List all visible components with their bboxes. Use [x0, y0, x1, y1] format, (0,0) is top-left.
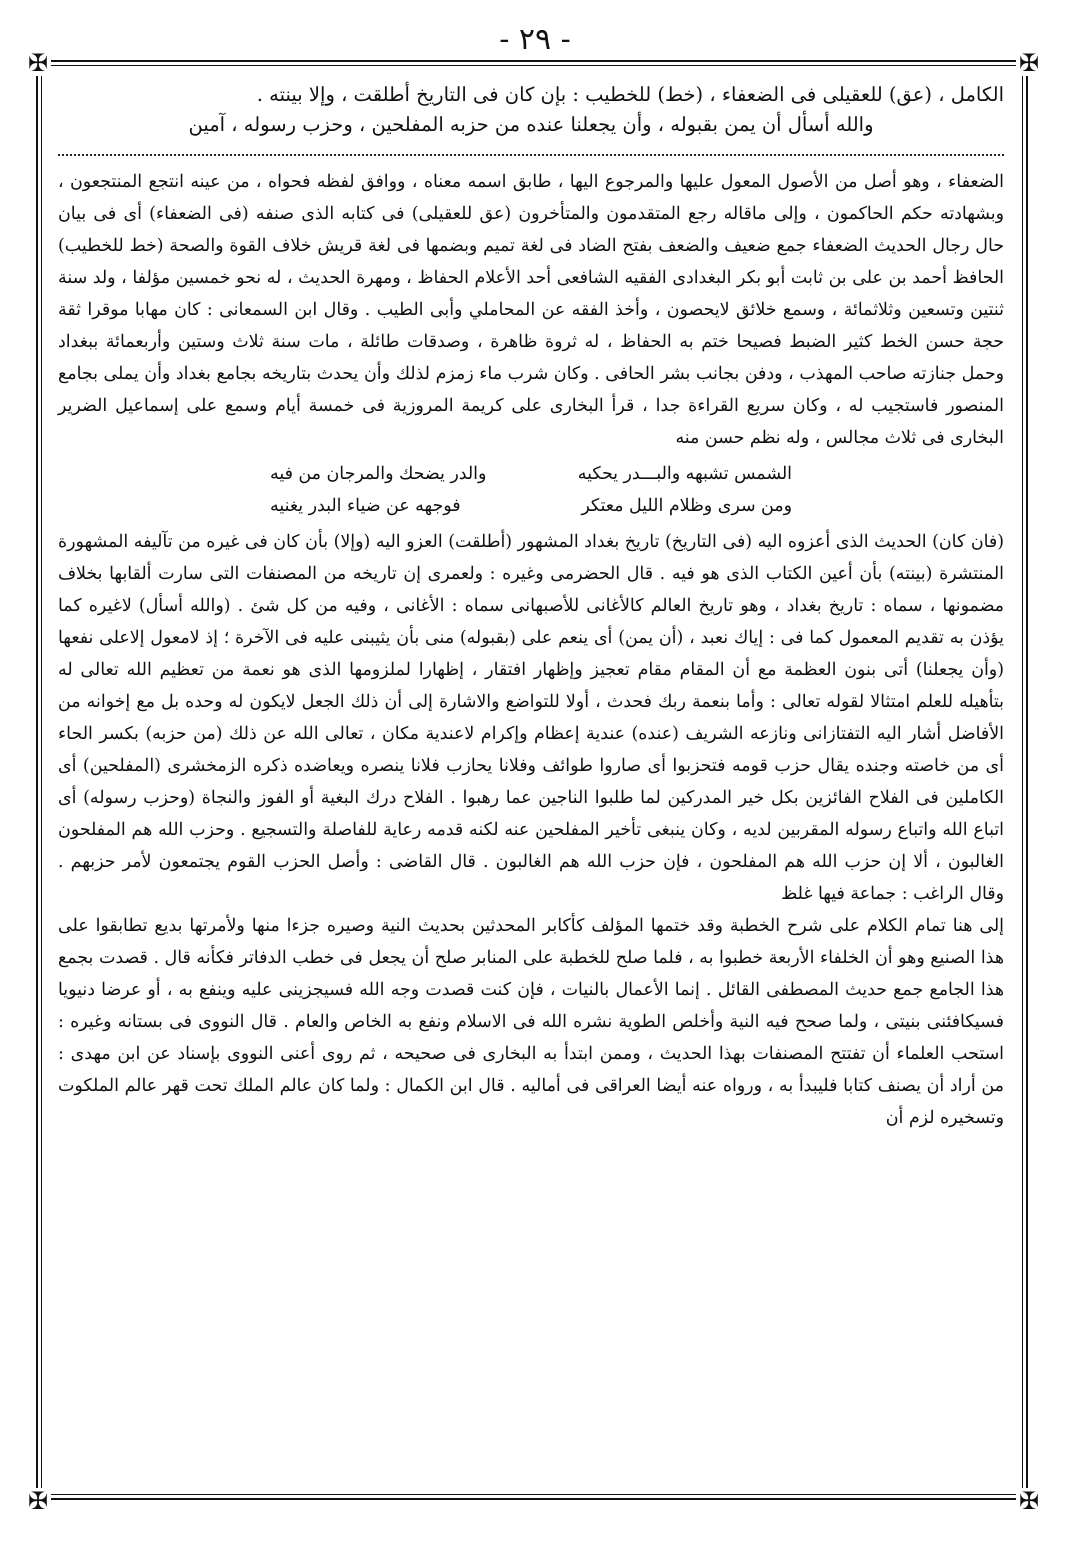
poem-verse — [58, 490, 1004, 522]
verse-second-half: فوجهه عن ضياء البدر يغنيه — [270, 496, 461, 516]
commentary-paragraph: الضعفاء ، وهو أصل من الأصول المعول عليها والمرجوع اليها ، طابق اسمه معناه ، ووافق لفظه فحواه ، من عينه انتجع المنتجعون ، وبشهادته حكم الحاكمون ، وإلى ماقاله رجع المتقدمون والمتأخرون (عق للعقيلى) فى كتابه الذى صنفه (فى الضعفاء) أى فى بيان حال رجال الحديث الضعفاء جمع ضعيف والضعف بفتح الضاد فى لغة تميم وبضمها فى لغة قريش خلاف القوة والصحة (خط للخطيب) الحافظ أحمد بن على بن ثابت أبو بكر البغدادى الفقيه الشافعى أحد الأعلام الحفاظ ، ومهرة الحديث ، له نحو خمسين مؤلفا ، ولد سنة ثنتين وتسعين وثلاثمائة ، وسمع خلائق لايحصون ، وأخذ الفقه عن المحاملي وأبى الطيب . وقال ابن السمعانى : كان مهابا موقرا ثقة حجة حسن الخط كثير الضبط فصيحا ختم به الحفاظ ، له ثروة ظاهرة ، وصدقات طائلة ، مات سنة ثلاث وستين وأربعمائة ببغداد وحمل جنازته صاحب المهذب ، ودفن بجانب بشر الحافى . وكان شرب ماء زمزم لذلك وأن يحدث بتاريخه بجامع بغداد وأن يملى بجامع المنصور فاستجيب له ، وكان سريع القراءة جدا ، قرأ البخارى على كريمة المروزية فى خمسة أيام وسمع على إسماعيل الضرير البخارى فى ثلاث مجالس ، وله نظم حسن منه — [58, 172, 1004, 448]
verse-second-half: والدر يضحك والمرجان من فيه — [270, 464, 487, 484]
commentary-paragraph: (فان كان) الحديث الذى أعزوه اليه (فى التاريخ) تاريخ بغداد المشهور (أطلقت) العزو اليه (وإلا) بأن كان فى غيره من تآليفه المشهورة المنتشرة (بينته) بأن أعين الكتاب الذى هو فيه . قال الحضرمى وغيره : ولعمرى إن تاريخه من المصنفات التى سارت ألقابها بخلاف مضمونها ، سماه : تاريخ بغداد ، وهو تاريخ العالم كالأغانى للأصبهانى سماه : الأغانى ، وفيه من كل شئ . (والله أسأل) لاغيره كما يؤذن به تقديم المعمول كما فى : إياك نعبد ، (أن يمن) أى ينعم على (بقبوله) منى بأن يثيبنى عليه فى الآخرة ؛ إذ لامعول إلاعلى نفعها (وأن يجعلنا) أتى بنون العظمة مع أن المقام مقام تعجيز وإظهار افتقار ، إظهارا لملزومها الذى هو نعمة من تعظيم الله تعالى له بتأهيله للعلم امتثالا لقوله تعالى : وأما بنعمة ربك فحدث ، أولا للتواضع والاشارة إلى أن ذلك الجعل لايكون له وحده بل مع إخوانه من الأفاضل أشار اليه التفتازانى ونازعه الشريف (عنده) عندية إعظام وإكرام لاعندية مكان ، تعالى الله عن ذلك (من حزبه) بكسر الحاء أى من خاصته وجنده يقال حزب قومه فتحزبوا أى صاروا طوائف وفلانا يحازب فلانا ينصره ويعاضده ذكره الزمخشرى (المفلحين) أى الكاملين فى الفلاح الفائزين بكل خير المدركين لما طلبوا الناجين عما رهبوا . الفلاح درك البغية أو الفوز والنجاة (وحزب رسوله) أى اتباع الله واتباع رسوله المقربين لديه ، وكان ينبغى تأخير المفلحين عنه لكنه قدمه رعاية للفاصلة والتسجيع . وحزب الله هم المفلحون الغالبون ، ألا إن حزب الله هم المفلحون ، فإن حزب الله هم الغالبون . قال القاضى : وأصل الحزب القوم يجتمعون لأمر حزبهم . وقال الراغب : جماعة فيها غلظ — [58, 532, 1004, 904]
page-number: - ٢٩ - — [499, 22, 571, 57]
main-text-line: الكامل ، (عق) للعقيلى فى الضعفاء ، (خط) للخطيب : بإن كان فى التاريخ أطلقت ، وإلا بينته . — [256, 83, 1004, 106]
page-content — [58, 80, 1004, 1134]
corner-ornament-icon: ✠ — [1016, 50, 1042, 76]
corner-ornament-icon: ✠ — [25, 50, 51, 76]
corner-ornament-icon: ✠ — [1016, 1488, 1042, 1514]
commentary-paragraph: إلى هنا تمام الكلام على شرح الخطبة وقد ختمها المؤلف كأكابر المحدثين بحديث النية وصيره جزءا منها ولأمرتها بديع تطابقوا على هذا الصنيع وهو أن الخلفاء الأربعة خطبوا به ، فلما صلح للخطبة على المنابر صلح أن يجعل فى خطب الدفاتر فكأنه قال . قصدت بجمع هذا الجامع جمع حديث المصطفى القائل . إنما الأعمال بالنيات ، فإن كنت قصدت وجه الله فسيجزينى عليه وينفع به ، أو عرضا دنيويا فسيكافئنى بنيتى ، ولما صحح فيه النية وأخلص الطوية نشره الله فى الاسلام ونفع به الخاص والعام . قال النووى فى بستانه وغيره : استحب العلماء أن تفتتح المصنفات بهذا الحديث ، وممن ابتدأ به البخارى فى صحيحه ، ثم روى أعنى النووى بإسناد عن ابن مهدى : من أراد أن يصنف كتابا فليبدأ به ، ورواه عنه أيضا العراقى فى أماليه . قال ابن الكمال : ولما كان عالم الملك تحت قهر عالم الملكوت وتسخيره لزم أن — [58, 916, 1004, 1128]
main-text-line: والله أسأل أن يمن بقبوله ، وأن يجعلنا عنده من حزبه المفلحين ، وحزب رسوله ، آمين — [188, 113, 874, 136]
commentary — [58, 166, 1004, 1134]
poem-verse — [58, 458, 1004, 490]
main-text — [58, 80, 1004, 140]
poem — [58, 458, 1004, 522]
verse-first-half: الشمس تشبهه والبـــدر يحكيه — [577, 464, 792, 484]
dotted-separator — [58, 154, 1004, 156]
corner-ornament-icon: ✠ — [25, 1488, 51, 1514]
verse-first-half: ومن سرى وظلام الليل معتكر — [581, 496, 792, 516]
